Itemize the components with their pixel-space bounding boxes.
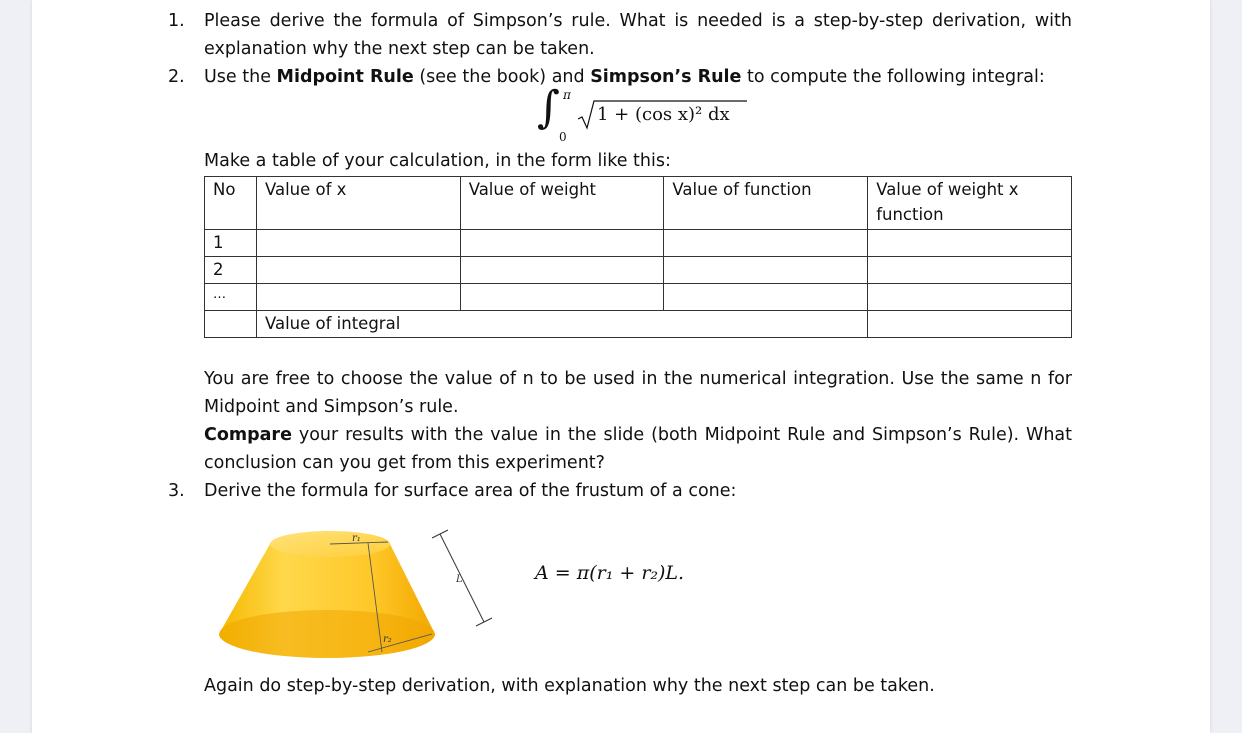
table-cell [868, 257, 1072, 284]
q1-line-2: explanation why the next step can be taken. [204, 39, 595, 59]
table-cell [868, 284, 1072, 311]
table-cell [256, 284, 460, 311]
integrand: 1 + (cos x)² dx [597, 104, 730, 125]
row-number: 2 [205, 257, 257, 284]
row-number: … [205, 284, 257, 311]
table-cell [664, 257, 868, 284]
q3-closing: Again do step-by-step derivation, with explanation why the next step can be taken. [204, 676, 935, 696]
table-cell [868, 311, 1072, 338]
q2-intro-part: (see the book) and [413, 67, 591, 87]
header-line: Value of weight x [876, 180, 1019, 199]
para2-text: your results with the value in the slide (both Midpoint Rule and Simpson’s Rule). What [291, 425, 1072, 445]
table-cell [256, 230, 460, 257]
calculation-table [204, 176, 1072, 338]
table-cell [256, 257, 460, 284]
table-row [205, 257, 1072, 284]
table-cell [205, 311, 257, 338]
header-line: function [876, 205, 944, 224]
compare-bold: Compare [204, 425, 292, 445]
frustum-figure [220, 524, 463, 664]
table-cell [460, 230, 664, 257]
table-intro: Make a table of your calculation, in the form like this: [204, 151, 671, 171]
l-tick-bottom [476, 618, 492, 626]
q2-intro-part: Use the [204, 67, 277, 87]
integral-lower-limit: 0 [559, 130, 567, 144]
table-row [205, 284, 1072, 311]
table-header-row [205, 177, 1072, 230]
item-number-3: 3. [168, 481, 185, 501]
table-cell [868, 230, 1072, 257]
q2-intro [204, 63, 1045, 91]
table-cell [664, 230, 868, 257]
table-cell [460, 284, 664, 311]
integral-upper-limit: π [563, 88, 571, 102]
surface-area-formula: A = π(r₁ + r₂)L. [535, 562, 685, 584]
para2-line-2: conclusion can you get from this experiment? [204, 453, 605, 473]
label-l: L [456, 574, 463, 585]
frustum-bottom [219, 610, 435, 658]
q1-line-1: Please derive the formula of Simpson’s rule. What is needed is a step-by-step derivation, with [204, 11, 1072, 31]
header-value-weight: Value of weight [460, 177, 664, 230]
para1-line-1: You are free to choose the value of n to be used in the numerical integration. Use the same n for [204, 369, 1072, 389]
row-number: 1 [205, 230, 257, 257]
item-number-1: 1. [168, 11, 185, 31]
simpsons-rule-bold: Simpson’s Rule [590, 67, 742, 87]
q3-text: Derive the formula for surface area of the frustum of a cone: [204, 481, 737, 501]
header-value-function: Value of function [664, 177, 868, 230]
header-value-x: Value of x [256, 177, 460, 230]
table-cell [460, 257, 664, 284]
item-number-2: 2. [168, 67, 185, 87]
label-r2: r₂ [383, 634, 392, 645]
integral-formula [537, 82, 777, 148]
label-r1: r₁ [352, 533, 361, 544]
integral-sign: ∫ [537, 82, 560, 133]
l-tick-top [432, 530, 448, 538]
document-page [32, 0, 1210, 733]
table-cell [664, 284, 868, 311]
header-no: No [205, 177, 257, 230]
midpoint-rule-bold: Midpoint Rule [276, 67, 414, 87]
header-weight-x-function [868, 177, 1072, 230]
footer-value-of-integral: Value of integral [256, 311, 867, 338]
para1-line-2: Midpoint and Simpson’s rule. [204, 397, 459, 417]
table-row [205, 230, 1072, 257]
q2-intro-part: to compute the following integral: [741, 67, 1045, 87]
table-footer-row [205, 311, 1072, 338]
para2-line-1 [204, 421, 1072, 449]
